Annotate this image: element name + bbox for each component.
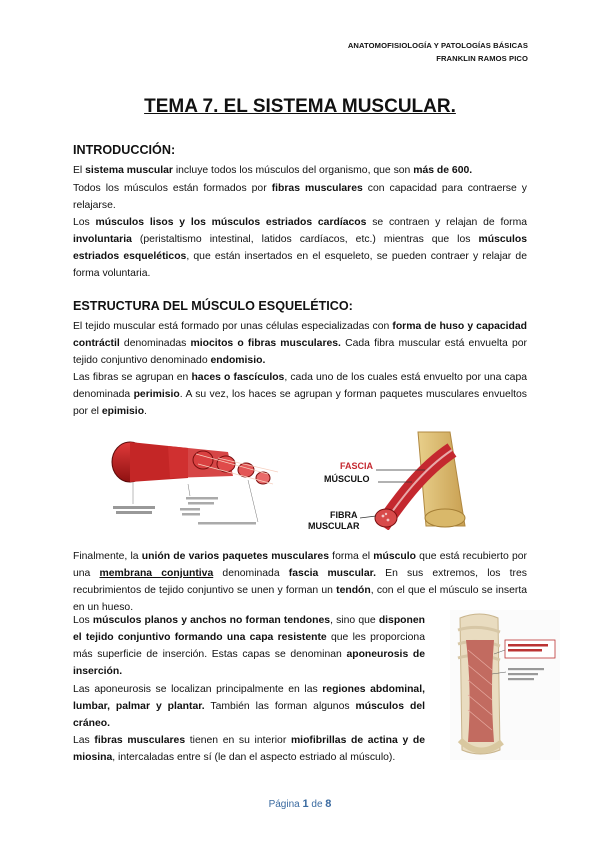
text-run: fibras musculares	[271, 183, 363, 194]
text-run: miofibrillas de actina y de miosina	[73, 735, 425, 763]
structure-paragraph-2	[73, 369, 527, 420]
aponeurosis-figure	[450, 610, 560, 760]
text-run: tendón	[336, 585, 371, 596]
text-run: músculos planos y anchos no forman tendones	[92, 615, 331, 626]
text-run: El tejido muscular está formado por unas células especializadas con	[73, 321, 393, 332]
text-run: involuntaria	[73, 234, 132, 245]
fiber-label-line2: MUSCULAR	[308, 521, 360, 531]
text-run: denominada	[213, 568, 289, 579]
text-run: disponen el tejido conjuntivo formando una capa resistente	[73, 615, 425, 643]
text-run: haces o fascículos	[191, 372, 285, 383]
fiber-label-line1: FIBRA	[330, 510, 358, 520]
fascia-label: FASCIA	[340, 461, 374, 471]
bottom-paragraph-3	[73, 681, 425, 732]
text-run: que les proporciona más superficie de inserción. Estas capas se denominan	[73, 632, 425, 660]
page-title: TEMA 7. EL SISTEMA MUSCULAR.	[144, 96, 456, 117]
text-run: con capacidad para contraerse y relajarse.	[73, 183, 527, 211]
text-run: El	[73, 165, 86, 176]
text-run: Los	[73, 217, 96, 228]
text-run: forma el	[328, 551, 374, 562]
text-run: Las	[73, 735, 95, 746]
intro-heading: INTRODUCCIÓN:	[73, 143, 176, 157]
header-author: FRANKLIN RAMOS PICO	[436, 54, 528, 63]
text-run: endomisio.	[210, 355, 266, 366]
text-run: músculos del cráneo.	[73, 701, 426, 729]
text-run: regiones abdominal, lumbar, palmar y plantar.	[73, 684, 425, 712]
structure-paragraph-1	[73, 318, 527, 369]
text-run: membrana conjuntiva	[99, 568, 214, 579]
text-run: perimisio	[133, 389, 180, 400]
text-run: aponeurosis de inserción.	[73, 649, 425, 677]
text-run: , con el que el músculo se inserta en un hueso.	[73, 585, 527, 613]
text-run: . A su vez, los haces se agrupan y forman paquetes musculares envueltos por el	[73, 389, 527, 417]
text-run: fascia muscular.	[288, 568, 376, 579]
footer-page-total: 8	[325, 798, 332, 810]
text-run: fibras musculares	[94, 735, 186, 746]
text-run: epimisio	[101, 406, 145, 417]
document-header	[348, 39, 528, 65]
text-run: forma de huso y capacidad contráctil	[73, 321, 527, 349]
text-run: Las aponeurosis se localizan principalmente en las	[73, 684, 323, 695]
bottom-paragraph-1	[73, 548, 527, 616]
page-footer	[0, 798, 600, 810]
text-run: denominadas	[119, 338, 191, 349]
text-run: sistema muscular	[85, 165, 173, 176]
text-run: Los	[73, 615, 93, 626]
fascia-figure	[300, 430, 490, 530]
text-run: más de 600.	[413, 165, 473, 176]
muscle-label: MÚSCULO	[324, 474, 370, 484]
intro-paragraph-1	[73, 162, 527, 179]
text-run: músculo	[373, 551, 416, 562]
bottom-paragraph-4	[73, 732, 425, 766]
structure-heading: ESTRUCTURA DEL MÚSCULO ESQUELÉTICO:	[73, 299, 353, 313]
text-run: , intercaladas entre sí (le dan el aspecto estriado al músculo).	[112, 752, 396, 763]
intro-paragraph-2	[73, 180, 527, 214]
bottom-paragraph-2	[73, 612, 425, 680]
muscle-structure-figure	[108, 434, 288, 526]
text-run: músculos estriados esqueléticos	[73, 234, 527, 262]
text-run: , cada uno de los cuales está envuelto por una capa denominada	[73, 372, 528, 400]
text-run: En sus extremos, los tres recubrimientos de tejido conjuntivo se unen y forman un	[73, 568, 527, 596]
text-run: músculos lisos y los músculos estriados cardíacos	[95, 217, 367, 228]
text-run: se contraen y relajan de forma	[366, 217, 528, 228]
footer-of-word: de	[311, 799, 323, 810]
text-run: miocitos o fibras musculares.	[190, 338, 341, 349]
text-run: , que están insertados en el esqueleto, se pueden contraer y relajar de forma voluntaria.	[73, 251, 527, 279]
footer-page-word: Página	[268, 799, 300, 810]
text-run: También las forman algunos	[204, 701, 356, 712]
footer-page-number: 1	[302, 798, 309, 810]
text-run: incluye todos los músculos del organismo, que son	[172, 165, 414, 176]
header-course: ANATOMOFISIOLOGÍA Y PATOLOGÍAS BÁSICAS	[347, 41, 528, 50]
text-run: (peristaltismo intestinal, latidos cardíacos, etc.) mientras que los	[131, 234, 479, 245]
text-run: Todos los músculos están formados por	[73, 183, 272, 194]
text-run: Finalmente, la	[73, 551, 142, 562]
text-run: .	[144, 406, 147, 417]
text-run: que está recubierto por una	[73, 551, 527, 579]
text-run: , sino que	[330, 615, 379, 626]
intro-paragraph-3	[73, 214, 527, 282]
text-run: unión de varios paquetes musculares	[141, 551, 329, 562]
text-run: Cada fibra muscular está envuelta por tejido conjuntivo denominado	[73, 338, 528, 366]
text-run: tienen en su interior	[185, 735, 291, 746]
text-run: Las fibras se agrupan en	[73, 372, 192, 383]
